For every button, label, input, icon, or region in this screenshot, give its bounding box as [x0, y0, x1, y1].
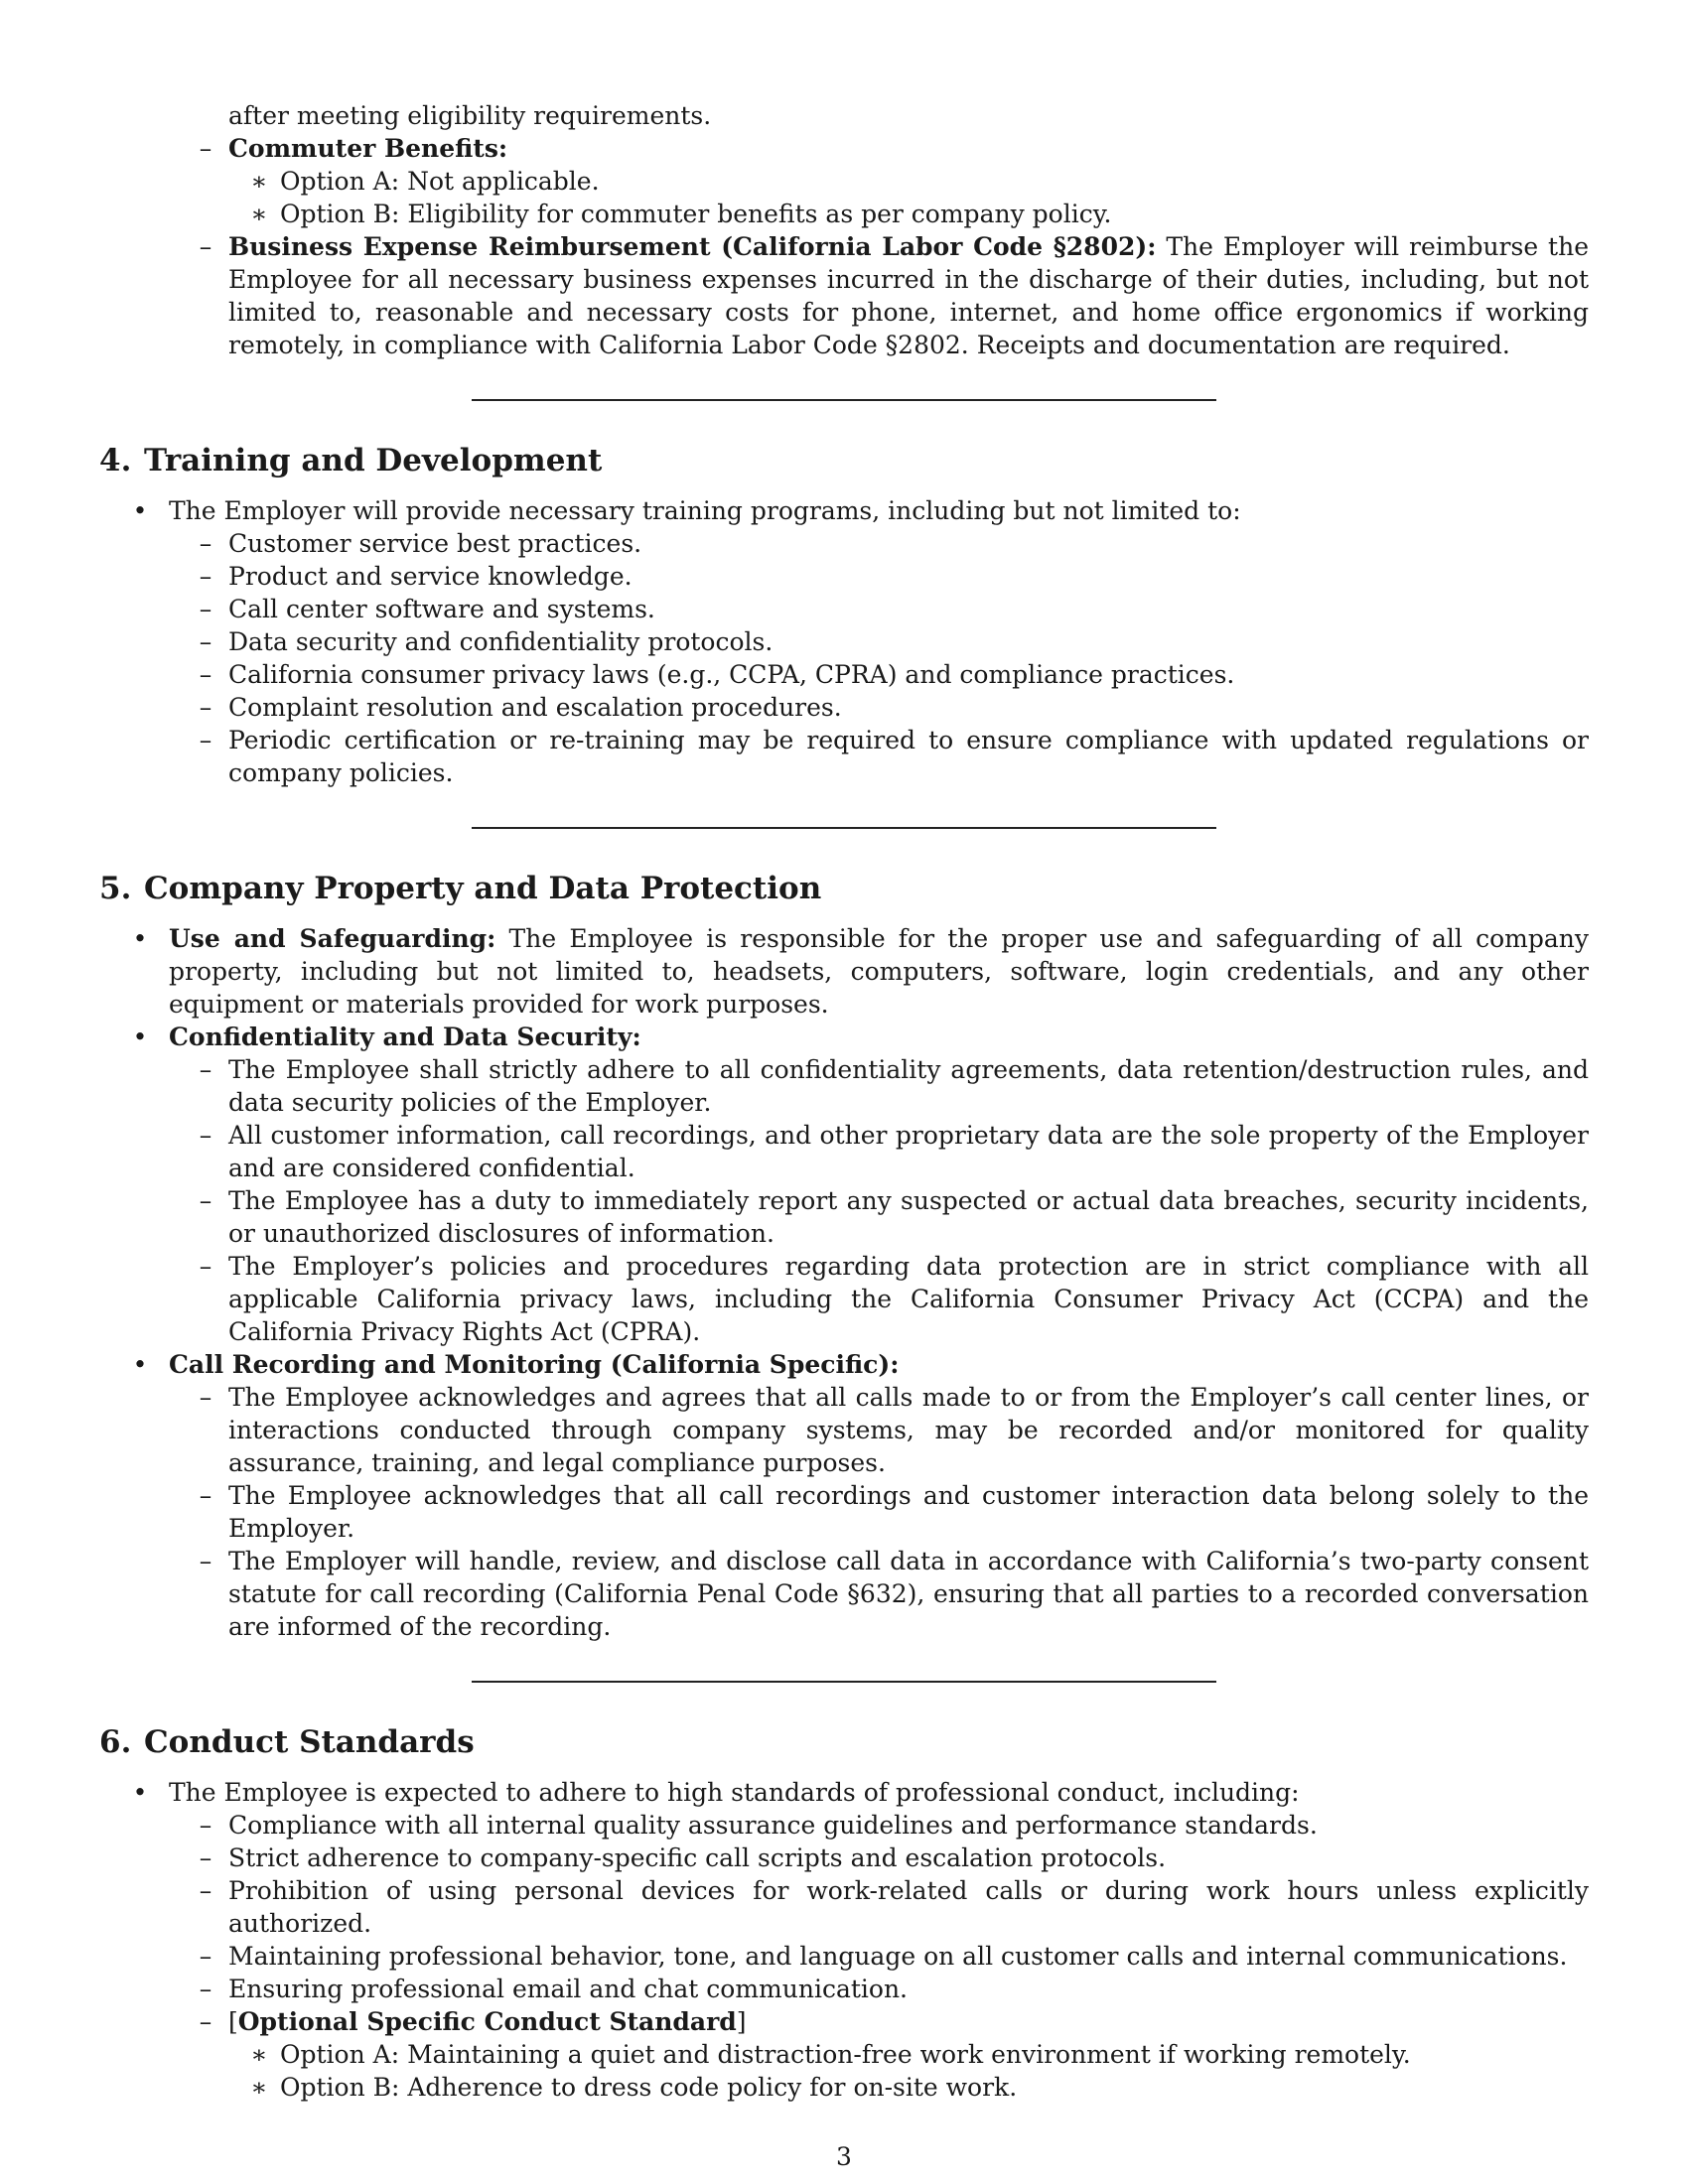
commuter-option-b: ∗ Option B: Eligibility for commuter benefits as per company policy.: [280, 198, 1589, 230]
list-item: – Strict adherence to company-specific call scripts and escalation protocols.: [199, 1843, 1167, 1872]
bullet-marker: •: [132, 1350, 148, 1379]
asterisk-marker: ∗: [250, 167, 268, 196]
bullet-marker: •: [132, 496, 148, 525]
business-expense-text: The Employer will reimburse the Employee for all necessary business expenses incurred in the discharge of their duties, including, but not limited to, reasonable and necessary costs for phone, internet, and home office ergonomics if working remotely, in compliance with California Labor Code §2802. Receipts and documentation are required.: [228, 232, 1589, 359]
list-item: – Prohibition of using personal devices for work-related calls or during work hours unless explicitly authorized.: [199, 1876, 1589, 1938]
bullet-marker: •: [132, 1778, 148, 1807]
section-divider: [472, 827, 1216, 829]
section-4-heading: 4. Training and Development: [99, 443, 603, 478]
optional-conduct-standard: – [Optional Specific Conduct Standard]: [199, 2007, 747, 2036]
business-expense-item: [199, 230, 1589, 361]
commuter-benefits-label: Commuter Benefits:: [228, 134, 508, 163]
list-item: – Ensuring professional email and chat communication.: [199, 1975, 908, 2003]
continuation-text: after meeting eligibility requirements.: [228, 101, 712, 130]
conduct-option-a: ∗ Option A: Maintaining a quiet and distraction-free work environment if working remotely.: [250, 2040, 1411, 2069]
bullet-marker: •: [132, 1023, 148, 1051]
document-content: [99, 99, 1589, 2104]
commuter-benefits-item: [199, 132, 1589, 165]
section-divider: [472, 399, 1216, 401]
list-item: – The Employer’s policies and procedures regarding data protection are in strict compliance with all applicable California privacy laws, including the California Consumer Privacy Act (CCPA) and the California Privacy Rights Act (CPRA).: [199, 1252, 1589, 1346]
page-number: 3: [836, 2142, 852, 2171]
list-item: – Product and service knowledge.: [199, 562, 633, 591]
asterisk-marker: ∗: [250, 200, 268, 228]
section-divider: [472, 1681, 1216, 1683]
list-item: – The Employee has a duty to immediately report any suspected or actual data breaches, security incidents, or unauthorized disclosures of information.: [199, 1186, 1589, 1248]
conduct-option-b: ∗ Option B: Adherence to dress code policy for on-site work.: [250, 2073, 1018, 2102]
dash-marker: –: [199, 232, 212, 261]
list-item: – The Employee acknowledges and agrees that all calls made to or from the Employer’s call center lines, or interactions conducted through company systems, may be recorded and/or monitored for quality assurance, training, and legal compliance purposes.: [199, 1383, 1589, 1477]
section-4-lead: • The Employer will provide necessary training programs, including but not limited to:: [169, 494, 1589, 527]
list-item: – Customer service best practices.: [199, 529, 642, 558]
section-6-lead: • The Employee is expected to adhere to high standards of professional conduct, including:: [169, 1776, 1589, 1809]
list-item: – Compliance with all internal quality assurance guidelines and performance standards.: [199, 1811, 1318, 1840]
commuter-option-a: ∗ Option A: Not applicable.: [280, 165, 1589, 198]
list-item: – California consumer privacy laws (e.g., CCPA, CPRA) and compliance practices.: [199, 660, 1235, 689]
list-item: – Call center software and systems.: [199, 595, 655, 623]
business-expense-label: Business Expense Reimbursement (California Labor Code §2802):: [228, 232, 1157, 261]
list-item: – The Employee shall strictly adhere to all confidentiality agreements, data retention/destruction rules, and data security policies of the Employer.: [199, 1055, 1589, 1117]
list-item: – The Employee acknowledges that all call recordings and customer interaction data belong solely to the Employer.: [199, 1481, 1589, 1543]
bullet-marker: •: [132, 924, 148, 953]
dash-marker: –: [199, 134, 212, 163]
list-item: – Maintaining professional behavior, tone, and language on all customer calls and internal communications.: [199, 1942, 1568, 1971]
section-5-heading: 5. Company Property and Data Protection: [99, 871, 822, 906]
use-safeguarding-item: • Use and Safeguarding: The Employee is responsible for the proper use and safeguarding of all company property, including but not limited to, headsets, computers, software, login credentials, and any other equipment or materials provided for work purposes.: [169, 922, 1589, 1021]
call-recording-item: • Call Recording and Monitoring (California Specific):: [169, 1348, 1589, 1381]
list-item: – The Employer will handle, review, and disclose call data in accordance with California’s two-party consent statute for call recording (California Penal Code §632), ensuring that all parties to a recorded conversation are informed of the recording.: [199, 1547, 1589, 1641]
list-item: – Data security and confidentiality protocols.: [199, 627, 774, 656]
confidentiality-item: • Confidentiality and Data Security:: [169, 1021, 1589, 1053]
list-item: – Complaint resolution and escalation procedures.: [199, 693, 842, 722]
list-item: – Periodic certification or re-training may be required to ensure compliance with updated regulations or company policies.: [199, 726, 1589, 787]
list-item: – All customer information, call recordings, and other proprietary data are the sole property of the Employer and are considered confidential.: [199, 1121, 1589, 1182]
section-6-heading: 6. Conduct Standards: [99, 1724, 475, 1760]
